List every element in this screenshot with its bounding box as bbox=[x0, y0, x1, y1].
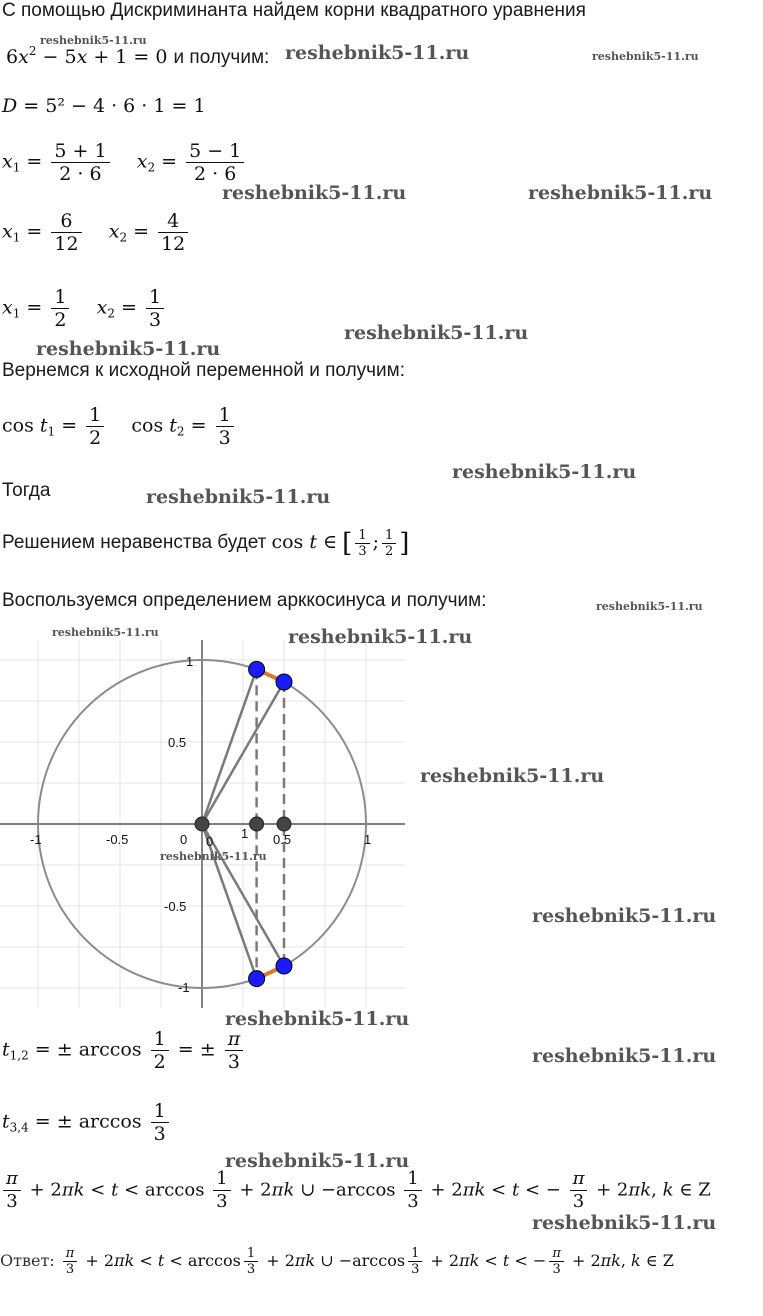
watermark: reshebnik5-11.ru bbox=[596, 600, 703, 613]
watermark: reshebnik5-11.ru bbox=[225, 1150, 410, 1172]
answer-line: Ответ: $\frac{\pi}{3}$ + 2πk < t < arccos $\frac{1}{3}$ + 2πk ∪ −arccos $\frac{1}{3}$ + 2πk < t < − $\frac{\pi}{3}$ + 2πk, k ∈ Z bbox=[0, 1246, 674, 1277]
circle-point-upper bbox=[249, 661, 265, 677]
watermark: reshebnik5-11.ru bbox=[528, 182, 713, 204]
watermark: reshebnik5-11.ru bbox=[420, 765, 605, 787]
return-text: Вернемся к исходной переменной и получим: bbox=[2, 360, 406, 381]
watermark: reshebnik5-11.ru bbox=[225, 1008, 410, 1030]
tick-x-0: 0 bbox=[180, 832, 188, 847]
tick-y-neg1: -1 bbox=[178, 980, 190, 995]
tick-x-1: 1 bbox=[364, 832, 372, 847]
watermark: reshebnik5-11.ru bbox=[344, 322, 529, 344]
quadratic-equation: $6x^2 - 5x + 1 = 0$ и получим: bbox=[6, 44, 270, 68]
watermark: reshebnik5-11.ru bbox=[36, 338, 221, 360]
watermark: reshebnik5-11.ru bbox=[222, 182, 407, 204]
arccos-def-text: Воспользуемся определением арккосинуса и получим: bbox=[2, 590, 487, 611]
origin-label: 0 bbox=[206, 834, 214, 849]
watermark: reshebnik5-11.ru bbox=[285, 42, 470, 64]
roots-step-3: $x_1$ = $\frac{1}{2}$ $x_2$ = $\frac{1}{3}$ bbox=[2, 286, 167, 331]
watermark: reshebnik5-11.ru bbox=[288, 626, 473, 648]
cos-values: $\cos t_1$ = $\frac{1}{2}$ $\cos t_2$ = $\frac{1}{3}$ bbox=[2, 404, 237, 449]
watermark: reshebnik5-11.ru bbox=[532, 1045, 717, 1067]
circle-point-upper bbox=[276, 674, 292, 690]
tick-x-05: 0.5 bbox=[273, 832, 292, 847]
watermark: reshebnik5-11.ru bbox=[40, 34, 147, 47]
tick-y-neg05: -0.5 bbox=[164, 899, 187, 914]
watermark: reshebnik5-11.ru bbox=[592, 50, 699, 63]
axis-point bbox=[250, 817, 264, 831]
roots-step-2: $x_1$ = $\frac{6}{12}$ $x_2$ = $\frac{4}{12}$ bbox=[2, 210, 191, 255]
unit-circle-graph bbox=[0, 640, 410, 1008]
watermark: reshebnik5-11.ru bbox=[52, 626, 159, 639]
t34-formula: $t_{3,4}$ = ± arccos $\frac{1}{3}$ bbox=[2, 1100, 172, 1145]
watermark: reshebnik5-11.ru bbox=[160, 850, 267, 863]
watermark: reshebnik5-11.ru bbox=[532, 1212, 717, 1234]
circle-point-lower bbox=[276, 958, 292, 974]
t12-formula: $t_{1,2}$ = ± arccos $\frac{1}{2}$ = ± $\frac{\pi}{3}$ bbox=[2, 1028, 246, 1073]
watermark: reshebnik5-11.ru bbox=[146, 486, 331, 508]
ray-upper bbox=[202, 669, 257, 824]
inequality-solution: $\frac{\pi}{3}$ + 2πk < t < arccos $\frac{1}{3}$ + 2πk ∪ −arccos $\frac{1}{3}$ + 2πk < t < − $\frac{\pi}{3}$ + 2πk, k ∈ Z bbox=[0, 1168, 711, 1213]
then-text: Тогда bbox=[2, 480, 51, 501]
axis-point bbox=[277, 817, 291, 831]
discriminant: D = 5² − 4 · 6 · 1 = 1 bbox=[2, 95, 206, 117]
intro-text: С помощью Дискриминанта найдем корни квадратного уравнения bbox=[2, 0, 586, 21]
solution-line: Решением неравенства будет cos t ∈ [ $\frac{1}{3}$ ; $\frac{1}{2}$ ] bbox=[2, 528, 410, 559]
circle-point-lower bbox=[249, 971, 265, 987]
tick-x-neg05: -0.5 bbox=[106, 832, 129, 847]
origin-point bbox=[195, 817, 209, 831]
tick-y-05: 0.5 bbox=[168, 735, 187, 750]
third-label: 1 bbox=[241, 826, 249, 841]
tick-y-1: 1 bbox=[186, 654, 194, 669]
tick-x-neg1: -1 bbox=[30, 832, 42, 847]
watermark: reshebnik5-11.ru bbox=[532, 905, 717, 927]
roots-step-1: $x_1$ = $\frac{5 + 1}{2 \cdot 6}$ $x_2$ = $\frac{5 - 1}{2 \cdot 6}$ bbox=[2, 140, 247, 185]
watermark: reshebnik5-11.ru bbox=[452, 461, 637, 483]
